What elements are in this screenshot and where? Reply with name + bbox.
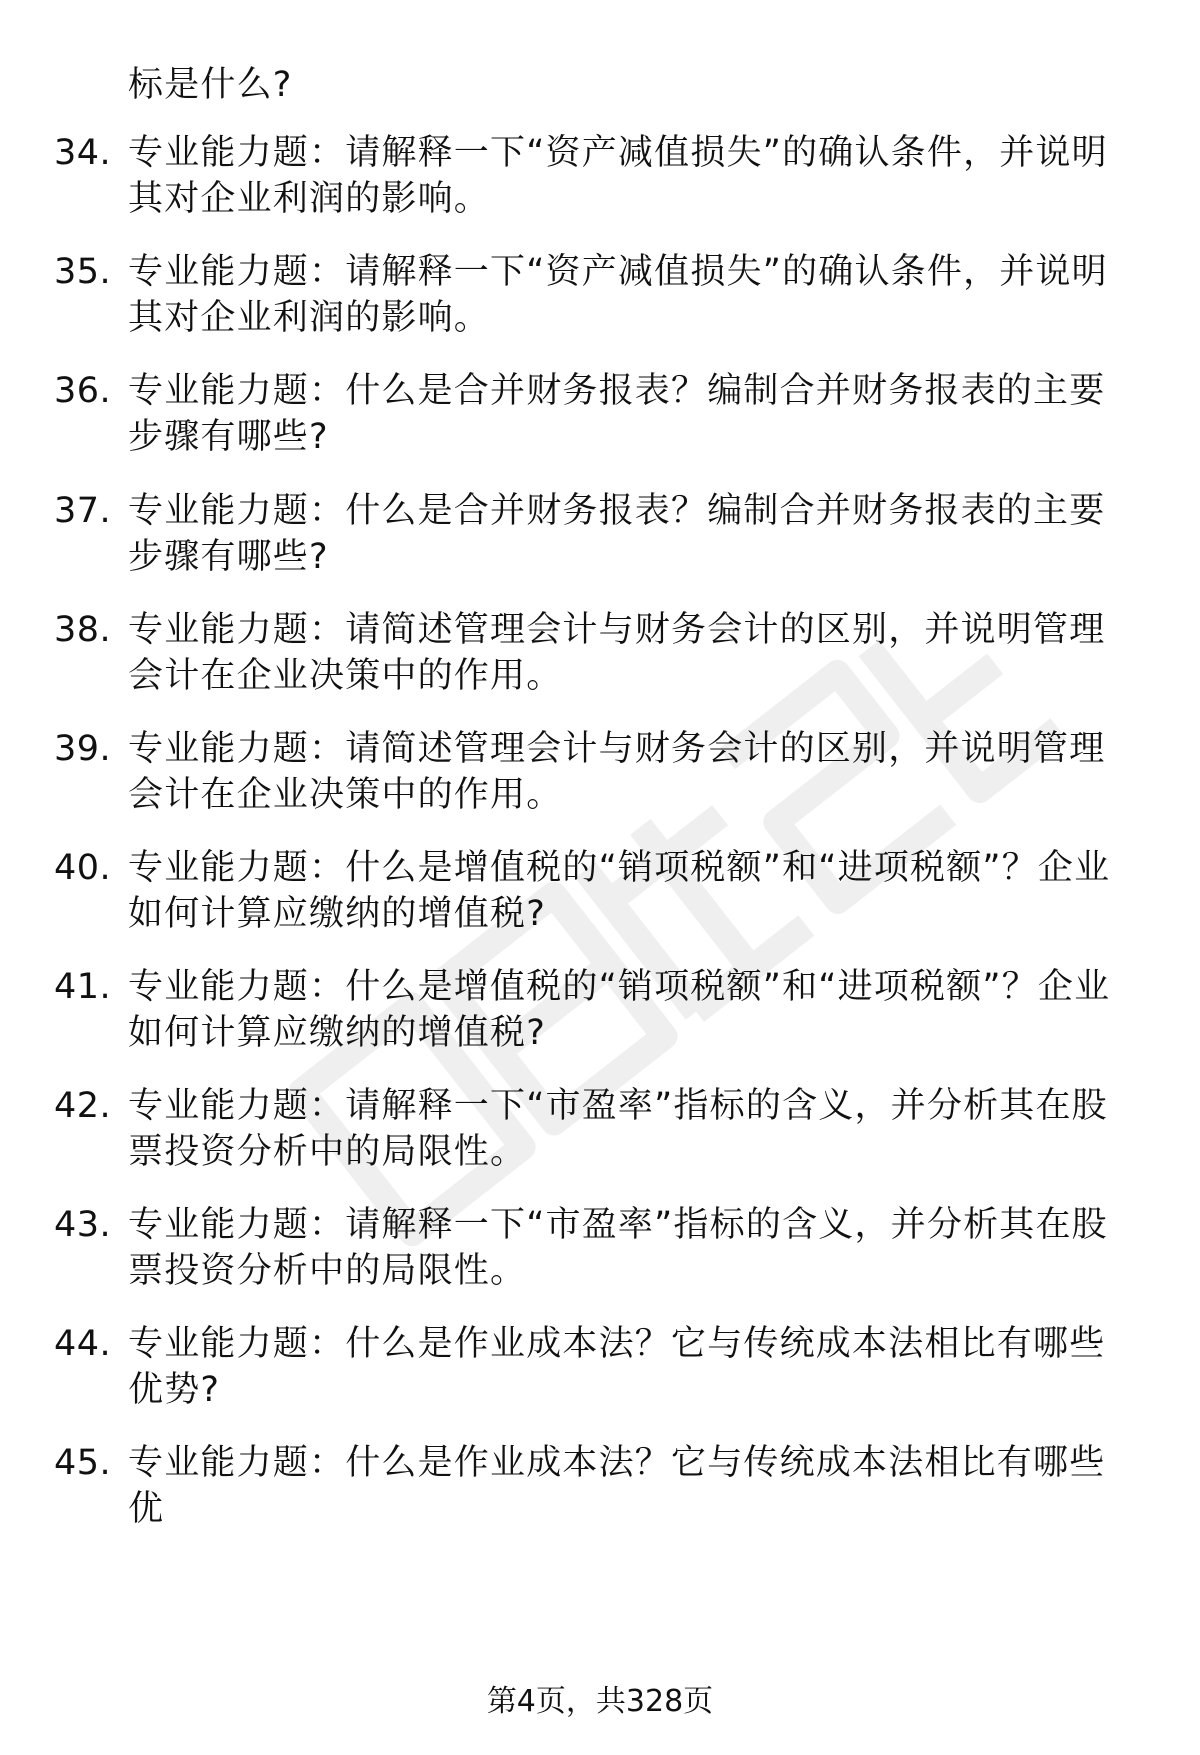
question-number: 41. bbox=[54, 967, 112, 1007]
question-text: 专业能力题：什么是增值税的“销项税额”和“进项税额”？企业如何计算应缴纳的增值税? bbox=[128, 848, 1111, 934]
question-number: 39. bbox=[54, 729, 112, 769]
question-number: 36. bbox=[54, 371, 112, 411]
question-number: 40. bbox=[54, 848, 112, 888]
question-text: 专业能力题：请简述管理会计与财务会计的区别，并说明管理会计在企业决策中的作用。 bbox=[128, 729, 1106, 815]
question-text: 专业能力题：什么是合并财务报表？编制合并财务报表的主要步骤有哪些? bbox=[128, 371, 1106, 457]
question-text: 专业能力题：什么是增值税的“销项税额”和“进项税额”？企业如何计算应缴纳的增值税? bbox=[128, 967, 1111, 1053]
question-text: 专业能力题：什么是合并财务报表？编制合并财务报表的主要步骤有哪些? bbox=[128, 491, 1106, 577]
question-number: 35. bbox=[54, 252, 112, 292]
question-number: 45. bbox=[54, 1443, 112, 1483]
page-footer: 第4页，共328页 bbox=[486, 1684, 714, 1719]
question-number: 43. bbox=[54, 1205, 112, 1245]
question-number: 42. bbox=[54, 1086, 112, 1126]
question-text: 专业能力题：请解释一下“资产减值损失”的确认条件，并说明其对企业利润的影响。 bbox=[128, 133, 1108, 219]
question-text: 专业能力题：请简述管理会计与财务会计的区别，并说明管理会计在企业决策中的作用。 bbox=[128, 610, 1106, 696]
question-number: 34. bbox=[54, 133, 112, 173]
question-text: 专业能力题：什么是作业成本法？它与传统成本法相比有哪些优 bbox=[128, 1443, 1106, 1529]
question-number: 37. bbox=[54, 491, 112, 531]
question-number: 44. bbox=[54, 1324, 112, 1364]
question-text: 专业能力题：请解释一下“市盈率”指标的含义，并分析其在股票投资分析中的局限性。 bbox=[128, 1205, 1108, 1291]
question-text: 专业能力题：什么是作业成本法？它与传统成本法相比有哪些优势? bbox=[128, 1324, 1106, 1410]
question-text: 专业能力题：请解释一下“资产减值损失”的确认条件，并说明其对企业利润的影响。 bbox=[128, 252, 1108, 338]
continuation-text: 标是什么? bbox=[128, 65, 293, 105]
question-number: 38. bbox=[54, 610, 112, 650]
question-text: 专业能力题：请解释一下“市盈率”指标的含义，并分析其在股票投资分析中的局限性。 bbox=[128, 1086, 1108, 1172]
